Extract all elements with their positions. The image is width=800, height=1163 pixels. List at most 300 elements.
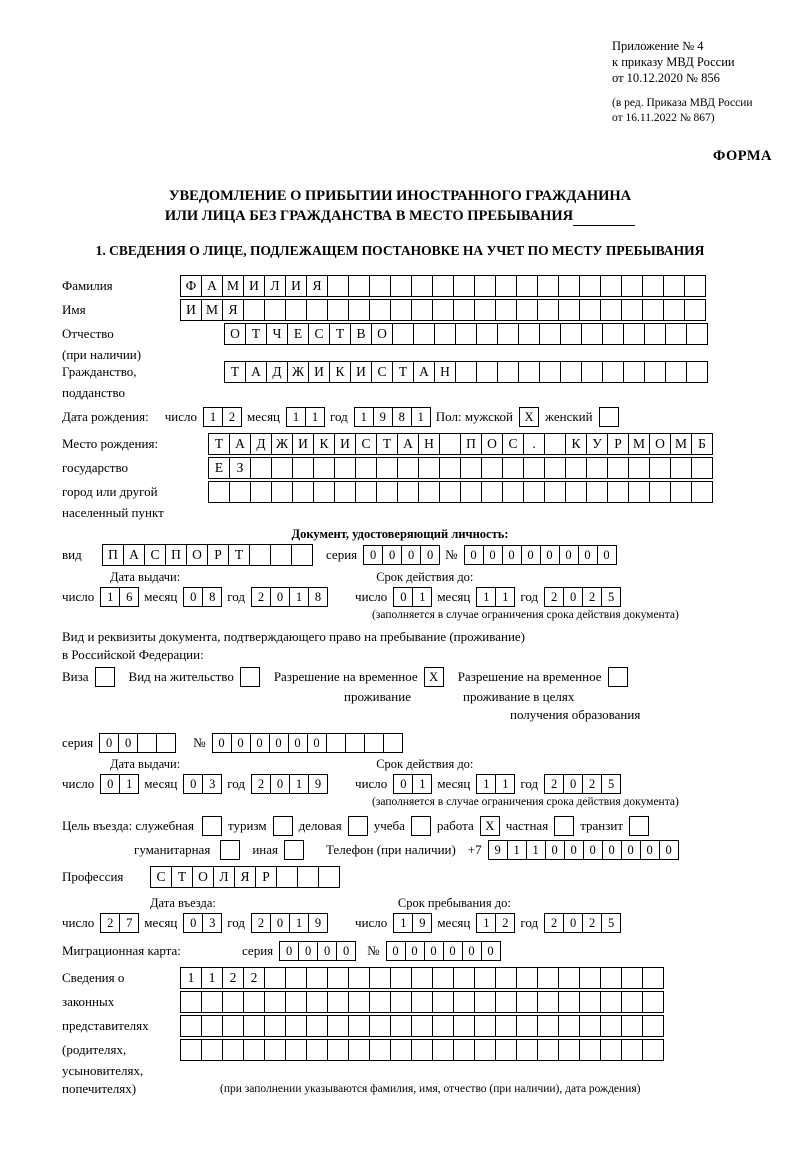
cell[interactable]: 1 — [305, 407, 325, 427]
cell[interactable] — [334, 457, 356, 479]
cell[interactable] — [313, 457, 335, 479]
cell[interactable]: 0 — [363, 545, 383, 565]
cell[interactable]: 7 — [119, 913, 139, 933]
cell[interactable]: 0 — [183, 913, 203, 933]
cell[interactable] — [621, 991, 643, 1013]
cell[interactable] — [495, 1015, 517, 1037]
cell[interactable] — [670, 457, 692, 479]
cell[interactable]: С — [144, 544, 166, 566]
field-legal-rep-row-4[interactable] — [180, 1039, 663, 1061]
cell[interactable] — [327, 967, 349, 989]
cell[interactable]: А — [413, 361, 435, 383]
cell[interactable] — [502, 457, 524, 479]
cell[interactable] — [397, 457, 419, 479]
cell[interactable]: 0 — [464, 545, 484, 565]
cell[interactable] — [432, 275, 454, 297]
cell[interactable]: 0 — [393, 774, 413, 794]
cell[interactable] — [348, 275, 370, 297]
cell[interactable] — [432, 991, 454, 1013]
cell[interactable] — [439, 433, 461, 455]
cell[interactable]: 0 — [317, 941, 337, 961]
cell[interactable]: 5 — [601, 587, 621, 607]
cell[interactable]: Н — [434, 361, 456, 383]
cell[interactable] — [390, 967, 412, 989]
cell[interactable]: 2 — [495, 913, 515, 933]
cell[interactable]: 2 — [544, 913, 564, 933]
cell[interactable] — [180, 991, 202, 1013]
cell[interactable]: С — [502, 433, 524, 455]
cell[interactable]: 0 — [393, 587, 413, 607]
cell[interactable]: 0 — [401, 545, 421, 565]
cell[interactable] — [291, 544, 313, 566]
cell[interactable] — [432, 1039, 454, 1061]
cell[interactable] — [271, 457, 293, 479]
cell[interactable] — [222, 1015, 244, 1037]
cell[interactable] — [474, 991, 496, 1013]
cell[interactable]: М — [201, 299, 223, 321]
cell[interactable] — [180, 1039, 202, 1061]
cell[interactable]: 1 — [526, 840, 546, 860]
cell[interactable] — [600, 991, 622, 1013]
cell[interactable] — [201, 1015, 223, 1037]
cell[interactable] — [411, 991, 433, 1013]
field-stay-valid-day[interactable] — [393, 774, 431, 794]
cell[interactable]: 0 — [640, 840, 660, 860]
cell[interactable] — [663, 275, 685, 297]
cell[interactable] — [276, 866, 298, 888]
cell[interactable]: Я — [222, 299, 244, 321]
field-doc-series[interactable] — [363, 545, 439, 565]
cell[interactable]: 0 — [231, 733, 251, 753]
cell[interactable] — [250, 457, 272, 479]
cell[interactable] — [411, 967, 433, 989]
cell[interactable] — [684, 299, 706, 321]
cell[interactable]: 1 — [507, 840, 527, 860]
cell[interactable]: 1 — [393, 913, 413, 933]
cell[interactable]: 1 — [354, 407, 374, 427]
cell[interactable] — [348, 1015, 370, 1037]
field-citizenship[interactable] — [224, 361, 707, 383]
cell[interactable]: 0 — [578, 545, 598, 565]
checkbox-temp-residence[interactable]: X — [424, 667, 444, 687]
cell[interactable] — [348, 299, 370, 321]
cell[interactable] — [369, 967, 391, 989]
field-birth-month[interactable] — [286, 407, 324, 427]
cell[interactable]: 0 — [545, 840, 565, 860]
cell[interactable]: 2 — [251, 774, 271, 794]
cell[interactable] — [264, 299, 286, 321]
cell[interactable] — [663, 299, 685, 321]
cell[interactable]: О — [371, 323, 393, 345]
cell[interactable] — [649, 481, 671, 503]
cell[interactable] — [621, 275, 643, 297]
cell[interactable] — [285, 299, 307, 321]
cell[interactable]: 0 — [521, 545, 541, 565]
cell[interactable]: О — [224, 323, 246, 345]
cell[interactable] — [348, 1039, 370, 1061]
cell[interactable]: 0 — [382, 545, 402, 565]
cell[interactable]: О — [192, 866, 214, 888]
cell[interactable]: 1 — [412, 587, 432, 607]
cell[interactable] — [495, 967, 517, 989]
checkbox-purpose-humanitarian[interactable] — [220, 840, 240, 860]
cell[interactable] — [516, 967, 538, 989]
cell[interactable] — [621, 1015, 643, 1037]
cell[interactable]: 2 — [251, 913, 271, 933]
cell[interactable] — [439, 481, 461, 503]
cell[interactable]: 0 — [386, 941, 406, 961]
cell[interactable]: 0 — [269, 733, 289, 753]
checkbox-purpose-official[interactable] — [202, 816, 222, 836]
cell[interactable] — [586, 481, 608, 503]
cell[interactable] — [453, 275, 475, 297]
checkbox-purpose-business[interactable] — [348, 816, 368, 836]
cell[interactable]: 2 — [582, 913, 602, 933]
cell[interactable]: Р — [607, 433, 629, 455]
cell[interactable] — [579, 967, 601, 989]
cell[interactable] — [495, 1039, 517, 1061]
cell[interactable]: 1 — [289, 913, 309, 933]
cell[interactable]: 0 — [443, 941, 463, 961]
cell[interactable] — [306, 1039, 328, 1061]
cell[interactable]: 1 — [119, 774, 139, 794]
cell[interactable]: Ф — [180, 275, 202, 297]
cell[interactable] — [684, 275, 706, 297]
field-valid-year[interactable] — [544, 587, 620, 607]
field-birth-year[interactable] — [354, 407, 430, 427]
cell[interactable]: 2 — [251, 587, 271, 607]
cell[interactable] — [348, 991, 370, 1013]
field-phone[interactable] — [488, 840, 678, 860]
cell[interactable]: 0 — [564, 840, 584, 860]
field-birthplace-row-2[interactable] — [208, 457, 712, 479]
field-legal-rep-row-2[interactable] — [180, 991, 663, 1013]
cell[interactable] — [411, 275, 433, 297]
cell[interactable] — [453, 1015, 475, 1037]
cell[interactable]: С — [150, 866, 172, 888]
cell[interactable] — [432, 299, 454, 321]
cell[interactable]: 0 — [420, 545, 440, 565]
cell[interactable] — [621, 299, 643, 321]
cell[interactable]: 1 — [476, 587, 496, 607]
cell[interactable]: Т — [329, 323, 351, 345]
cell[interactable] — [642, 1015, 664, 1037]
cell[interactable]: О — [186, 544, 208, 566]
cell[interactable] — [476, 323, 498, 345]
cell[interactable] — [376, 481, 398, 503]
cell[interactable] — [481, 481, 503, 503]
cell[interactable]: 0 — [563, 587, 583, 607]
cell[interactable] — [558, 967, 580, 989]
cell[interactable]: М — [628, 433, 650, 455]
cell[interactable] — [558, 275, 580, 297]
cell[interactable]: 8 — [202, 587, 222, 607]
cell[interactable]: 0 — [563, 774, 583, 794]
cell[interactable] — [264, 1015, 286, 1037]
cell[interactable]: 0 — [100, 774, 120, 794]
cell[interactable] — [369, 991, 391, 1013]
cell[interactable] — [334, 481, 356, 503]
cell[interactable] — [628, 457, 650, 479]
cell[interactable]: О — [481, 433, 503, 455]
cell[interactable] — [355, 481, 377, 503]
cell[interactable]: Я — [234, 866, 256, 888]
cell[interactable] — [249, 544, 271, 566]
cell[interactable] — [495, 991, 517, 1013]
field-stay-series[interactable] — [99, 733, 175, 753]
cell[interactable]: 0 — [118, 733, 138, 753]
field-birthplace-row-1[interactable] — [208, 433, 712, 455]
cell[interactable] — [539, 323, 561, 345]
cell[interactable] — [621, 967, 643, 989]
cell[interactable] — [607, 457, 629, 479]
cell[interactable] — [306, 991, 328, 1013]
cell[interactable] — [411, 1015, 433, 1037]
cell[interactable]: М — [222, 275, 244, 297]
cell[interactable] — [432, 1015, 454, 1037]
cell[interactable]: 1 — [289, 587, 309, 607]
cell[interactable]: Т — [171, 866, 193, 888]
cell[interactable]: 2 — [222, 967, 244, 989]
cell[interactable] — [644, 361, 666, 383]
cell[interactable] — [326, 733, 346, 753]
cell[interactable] — [600, 1015, 622, 1037]
cell[interactable]: 0 — [288, 733, 308, 753]
cell[interactable] — [137, 733, 157, 753]
cell[interactable] — [474, 299, 496, 321]
cell[interactable] — [369, 299, 391, 321]
cell[interactable] — [327, 1039, 349, 1061]
cell[interactable] — [523, 457, 545, 479]
cell[interactable]: 3 — [202, 913, 222, 933]
field-valid-month[interactable] — [476, 587, 514, 607]
cell[interactable]: 0 — [502, 545, 522, 565]
cell[interactable] — [649, 457, 671, 479]
field-issue-month[interactable] — [183, 587, 221, 607]
cell[interactable] — [474, 1015, 496, 1037]
cell[interactable]: 0 — [602, 840, 622, 860]
field-patronymic[interactable] — [224, 323, 707, 345]
cell[interactable] — [560, 323, 582, 345]
cell[interactable]: 0 — [424, 941, 444, 961]
cell[interactable]: К — [329, 361, 351, 383]
field-stay-issue-day[interactable] — [100, 774, 138, 794]
cell[interactable]: М — [670, 433, 692, 455]
cell[interactable] — [516, 1039, 538, 1061]
cell[interactable]: 0 — [250, 733, 270, 753]
cell[interactable] — [523, 481, 545, 503]
cell[interactable]: Д — [266, 361, 288, 383]
cell[interactable] — [292, 457, 314, 479]
field-entry-day[interactable] — [100, 913, 138, 933]
cell[interactable]: З — [229, 457, 251, 479]
cell[interactable] — [474, 275, 496, 297]
cell[interactable]: 0 — [183, 587, 203, 607]
cell[interactable]: 0 — [659, 840, 679, 860]
cell[interactable]: 0 — [540, 545, 560, 565]
cell[interactable]: Р — [207, 544, 229, 566]
field-stay-to-day[interactable] — [393, 913, 431, 933]
cell[interactable] — [292, 481, 314, 503]
cell[interactable] — [476, 361, 498, 383]
cell[interactable] — [537, 1015, 559, 1037]
cell[interactable] — [565, 457, 587, 479]
cell[interactable]: Т — [228, 544, 250, 566]
cell[interactable]: С — [355, 433, 377, 455]
cell[interactable] — [623, 361, 645, 383]
cell[interactable] — [327, 275, 349, 297]
cell[interactable] — [502, 481, 524, 503]
cell[interactable]: 0 — [597, 545, 617, 565]
cell[interactable] — [460, 481, 482, 503]
cell[interactable] — [642, 275, 664, 297]
cell[interactable]: 1 — [495, 587, 515, 607]
cell[interactable] — [208, 481, 230, 503]
cell[interactable]: К — [313, 433, 335, 455]
cell[interactable]: 2 — [544, 774, 564, 794]
checkbox-purpose-transit[interactable] — [629, 816, 649, 836]
cell[interactable] — [453, 967, 475, 989]
cell[interactable] — [355, 457, 377, 479]
cell[interactable] — [495, 299, 517, 321]
cell[interactable] — [318, 866, 340, 888]
cell[interactable]: 1 — [412, 774, 432, 794]
cell[interactable]: 0 — [559, 545, 579, 565]
field-entry-month[interactable] — [183, 913, 221, 933]
cell[interactable] — [250, 481, 272, 503]
cell[interactable] — [558, 991, 580, 1013]
cell[interactable] — [607, 481, 629, 503]
cell[interactable]: 1 — [180, 967, 202, 989]
field-stay-valid-month[interactable] — [476, 774, 514, 794]
cell[interactable] — [560, 361, 582, 383]
cell[interactable] — [686, 361, 708, 383]
cell[interactable]: 8 — [308, 587, 328, 607]
cell[interactable]: 0 — [270, 587, 290, 607]
cell[interactable] — [537, 991, 559, 1013]
cell[interactable]: Т — [392, 361, 414, 383]
cell[interactable] — [313, 481, 335, 503]
cell[interactable] — [453, 991, 475, 1013]
cell[interactable] — [558, 1015, 580, 1037]
field-entry-year[interactable] — [251, 913, 327, 933]
cell[interactable]: И — [308, 361, 330, 383]
cell[interactable] — [390, 275, 412, 297]
cell[interactable] — [222, 991, 244, 1013]
cell[interactable] — [581, 323, 603, 345]
checkbox-purpose-work[interactable]: X — [480, 816, 500, 836]
cell[interactable] — [642, 1039, 664, 1061]
checkbox-residence-permit[interactable] — [240, 667, 260, 687]
cell[interactable] — [390, 991, 412, 1013]
cell[interactable] — [306, 1015, 328, 1037]
cell[interactable] — [544, 481, 566, 503]
cell[interactable] — [434, 323, 456, 345]
checkbox-purpose-other[interactable] — [284, 840, 304, 860]
field-legal-rep-row-1[interactable] — [180, 967, 663, 989]
cell[interactable] — [306, 299, 328, 321]
cell[interactable] — [621, 1039, 643, 1061]
cell[interactable] — [264, 991, 286, 1013]
cell[interactable]: Т — [224, 361, 246, 383]
cell[interactable] — [665, 323, 687, 345]
field-stay-issue-year[interactable] — [251, 774, 327, 794]
cell[interactable] — [285, 1015, 307, 1037]
cell[interactable] — [537, 275, 559, 297]
checkbox-visa[interactable] — [95, 667, 115, 687]
field-stay-to-month[interactable] — [476, 913, 514, 933]
cell[interactable]: 1 — [289, 774, 309, 794]
cell[interactable]: Е — [208, 457, 230, 479]
cell[interactable]: 0 — [462, 941, 482, 961]
cell[interactable] — [364, 733, 384, 753]
cell[interactable]: И — [350, 361, 372, 383]
cell[interactable] — [600, 1039, 622, 1061]
cell[interactable]: 2 — [582, 587, 602, 607]
cell[interactable]: Л — [264, 275, 286, 297]
cell[interactable]: 0 — [307, 733, 327, 753]
cell[interactable]: 0 — [336, 941, 356, 961]
cell[interactable]: И — [285, 275, 307, 297]
cell[interactable]: А — [229, 433, 251, 455]
cell[interactable]: Я — [306, 275, 328, 297]
cell[interactable] — [390, 1039, 412, 1061]
cell[interactable]: 5 — [601, 913, 621, 933]
cell[interactable]: 2 — [243, 967, 265, 989]
cell[interactable] — [369, 1015, 391, 1037]
cell[interactable]: 0 — [183, 774, 203, 794]
cell[interactable] — [579, 275, 601, 297]
cell[interactable] — [516, 299, 538, 321]
cell[interactable] — [418, 457, 440, 479]
cell[interactable] — [518, 323, 540, 345]
cell[interactable]: 0 — [298, 941, 318, 961]
cell[interactable] — [474, 967, 496, 989]
cell[interactable]: 1 — [476, 913, 496, 933]
cell[interactable] — [432, 967, 454, 989]
cell[interactable]: Е — [287, 323, 309, 345]
cell[interactable] — [229, 481, 251, 503]
field-stay-number[interactable] — [212, 733, 402, 753]
cell[interactable] — [518, 361, 540, 383]
cell[interactable]: Ж — [271, 433, 293, 455]
cell[interactable]: 0 — [583, 840, 603, 860]
cell[interactable]: 0 — [621, 840, 641, 860]
cell[interactable] — [670, 481, 692, 503]
cell[interactable]: У — [586, 433, 608, 455]
cell[interactable] — [180, 1015, 202, 1037]
cell[interactable] — [544, 433, 566, 455]
cell[interactable] — [686, 323, 708, 345]
cell[interactable]: 0 — [99, 733, 119, 753]
checkbox-sex-male[interactable]: X — [519, 407, 539, 427]
field-doc-number[interactable] — [464, 545, 616, 565]
cell[interactable]: А — [397, 433, 419, 455]
checkbox-sex-female[interactable] — [599, 407, 619, 427]
cell[interactable] — [392, 323, 414, 345]
cell[interactable]: 6 — [119, 587, 139, 607]
cell[interactable]: 0 — [270, 913, 290, 933]
cell[interactable] — [581, 361, 603, 383]
cell[interactable]: 1 — [286, 407, 306, 427]
field-profession[interactable] — [150, 866, 339, 888]
field-birth-day[interactable] — [203, 407, 241, 427]
cell[interactable] — [460, 457, 482, 479]
cell[interactable] — [376, 457, 398, 479]
cell[interactable] — [474, 1039, 496, 1061]
cell[interactable]: И — [243, 275, 265, 297]
cell[interactable]: 1 — [411, 407, 431, 427]
